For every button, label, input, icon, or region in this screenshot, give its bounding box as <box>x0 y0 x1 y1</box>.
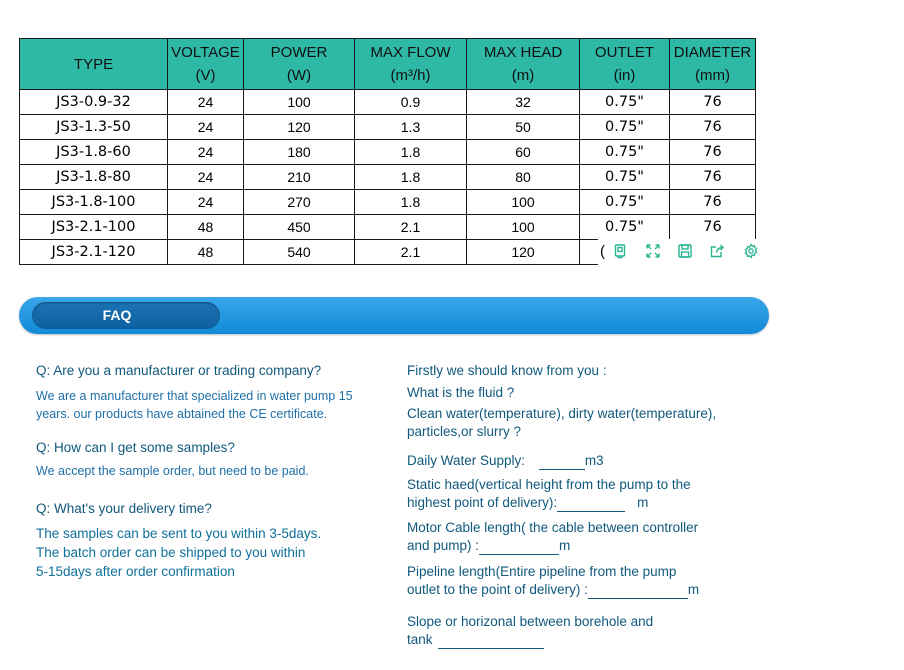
pipeline-length-blank <box>588 597 688 599</box>
faq-question: Q: Are you a manufacturer or trading company? <box>36 363 322 378</box>
cell-voltage: 24 <box>168 190 244 215</box>
faq-banner <box>19 297 769 334</box>
cell-max-flow: 1.3 <box>355 115 467 140</box>
pipeline-length-unit: m <box>687 582 700 597</box>
cell-max-flow: 2.1 <box>355 215 467 240</box>
slope-blank <box>438 647 544 649</box>
table-row <box>20 90 756 115</box>
table-cell-partial: ( <box>600 243 605 260</box>
header-max-head <box>467 39 580 90</box>
cell-max-flow: 2.1 <box>355 240 467 265</box>
slope-line: Slope or horizonal between borehole and <box>407 614 654 629</box>
cell-type: JS3-1.8-60 <box>20 140 168 165</box>
fluid-question: What is the fluid ? <box>407 385 515 400</box>
cell-outlet: 0.75" <box>580 140 670 165</box>
cable-length-field <box>407 537 570 555</box>
cell-outlet: 0.75" <box>580 90 670 115</box>
daily-supply-field <box>407 452 604 470</box>
faq-question: Q: What's your delivery time? <box>36 501 212 516</box>
pipeline-length-line: Pipeline length(Entire pipeline from the pump <box>407 564 677 579</box>
header-max-flow <box>355 39 467 90</box>
header-outlet <box>580 39 670 90</box>
header-label: TYPE <box>73 55 114 73</box>
pipeline-length-label: outlet to the point of delivery) : <box>407 582 588 597</box>
header-unit: (W) <box>286 67 312 84</box>
table-row <box>20 215 756 240</box>
static-head-label: highest point of delivery): <box>407 495 558 510</box>
table-header-row <box>20 39 756 90</box>
faq-answer-line: We are a manufacturer that specialized in water pump 15 <box>36 389 353 403</box>
slope-label: tank <box>407 632 433 647</box>
cell-power: 100 <box>244 90 355 115</box>
cell-diameter: 76 <box>670 115 756 140</box>
cell-power: 210 <box>244 165 355 190</box>
cell-max-head: 50 <box>467 115 580 140</box>
cell-max-head: 100 <box>467 190 580 215</box>
daily-supply-unit: m3 <box>584 453 604 468</box>
static-head-blank <box>557 510 625 512</box>
cell-max-flow: 0.9 <box>355 90 467 115</box>
cell-power: 540 <box>244 240 355 265</box>
table-row <box>20 115 756 140</box>
header-type <box>20 39 168 90</box>
cell-diameter: 76 <box>670 140 756 165</box>
faq-answer-line: The batch order can be shipped to you within <box>36 545 306 560</box>
cell-outlet: 0.75" <box>580 165 670 190</box>
cell-max-flow: 1.8 <box>355 140 467 165</box>
header-unit: (V) <box>195 67 216 84</box>
cell-max-flow: 1.8 <box>355 190 467 215</box>
header-label: VOLTAGE <box>171 44 240 61</box>
cable-length-blank <box>479 553 559 555</box>
cell-diameter: 76 <box>670 90 756 115</box>
daily-supply-blank <box>539 468 585 470</box>
header-label: DIAMETER <box>673 44 752 61</box>
faq-answer-line: 5-15days after order confirmation <box>36 564 235 579</box>
header-unit: (m³/h) <box>390 67 431 84</box>
faq-question: Q: How can I get some samples? <box>36 440 235 455</box>
cell-voltage: 24 <box>168 115 244 140</box>
cable-length-line: Motor Cable length( the cable between controller <box>407 520 699 535</box>
cable-length-unit: m <box>559 538 571 553</box>
cell-voltage: 24 <box>168 140 244 165</box>
cell-power: 180 <box>244 140 355 165</box>
cell-max-head: 100 <box>467 215 580 240</box>
header-label: MAX FLOW <box>370 44 451 61</box>
static-head-unit: m <box>637 495 649 510</box>
cell-power: 270 <box>244 190 355 215</box>
cell-diameter: 76 <box>670 215 756 240</box>
header-label: MAX HEAD <box>483 44 563 61</box>
cell-type: JS3-2.1-100 <box>20 215 168 240</box>
cell-power: 450 <box>244 215 355 240</box>
cell-diameter: 76 <box>670 190 756 215</box>
cell-type: JS3-2.1-120 <box>20 240 168 265</box>
cell-max-head: 32 <box>467 90 580 115</box>
faq-answer-line: The samples can be sent to you within 3-5days. <box>36 526 322 541</box>
cell-power: 120 <box>244 115 355 140</box>
cell-max-flow: 1.8 <box>355 165 467 190</box>
cell-voltage: 48 <box>168 240 244 265</box>
cell-type: JS3-0.9-32 <box>20 90 168 115</box>
faq-title: FAQ <box>102 307 132 323</box>
settings-icon[interactable] <box>743 243 759 259</box>
save-icon[interactable] <box>677 243 693 259</box>
share-icon[interactable] <box>709 243 725 259</box>
daily-supply-label: Daily Water Supply: <box>407 453 526 468</box>
cell-voltage: 24 <box>168 165 244 190</box>
cell-max-head: 60 <box>467 140 580 165</box>
header-unit: (m) <box>511 67 535 84</box>
header-power <box>244 39 355 90</box>
faq-answer-line: We accept the sample order, but need to be paid. <box>36 464 309 478</box>
table-row <box>20 165 756 190</box>
header-unit: (in) <box>613 67 636 84</box>
slope-field <box>407 631 544 649</box>
floating-toolbar <box>598 239 768 265</box>
cell-type: JS3-1.3-50 <box>20 115 168 140</box>
cell-type: JS3-1.8-80 <box>20 165 168 190</box>
requirements-intro: Firstly we should know from you : <box>407 363 607 378</box>
cell-voltage: 48 <box>168 215 244 240</box>
cell-voltage: 24 <box>168 90 244 115</box>
cell-max-head: 120 <box>467 240 580 265</box>
expand-icon[interactable] <box>645 243 661 259</box>
header-label: OUTLET <box>594 44 655 61</box>
cell-max-head: 80 <box>467 165 580 190</box>
copy-icon[interactable] <box>612 243 628 259</box>
static-head-line: Static haed(vertical height from the pump to the <box>407 477 691 492</box>
static-head-field <box>407 494 648 512</box>
fluid-options-line: particles,or slurry ? <box>407 424 522 439</box>
header-unit: (mm) <box>695 67 730 84</box>
pump-spec-table <box>19 38 756 265</box>
faq-tab[interactable] <box>32 302 220 329</box>
table-row <box>20 190 756 215</box>
cell-outlet: 0.75" <box>580 115 670 140</box>
pipeline-length-field <box>407 581 699 599</box>
table-row <box>20 140 756 165</box>
header-diameter <box>670 39 756 90</box>
header-label: POWER <box>270 44 328 61</box>
cell-diameter: 76 <box>670 165 756 190</box>
faq-answer-line: years. our products have abtained the CE certificate. <box>36 407 328 421</box>
header-voltage <box>168 39 244 90</box>
cell-outlet: 0.75" <box>580 190 670 215</box>
cable-length-label: and pump) : <box>407 538 480 553</box>
fluid-options-line: Clean water(temperature), dirty water(temperature), <box>407 406 717 421</box>
cell-outlet: 0.75" <box>580 215 670 240</box>
cell-type: JS3-1.8-100 <box>20 190 168 215</box>
